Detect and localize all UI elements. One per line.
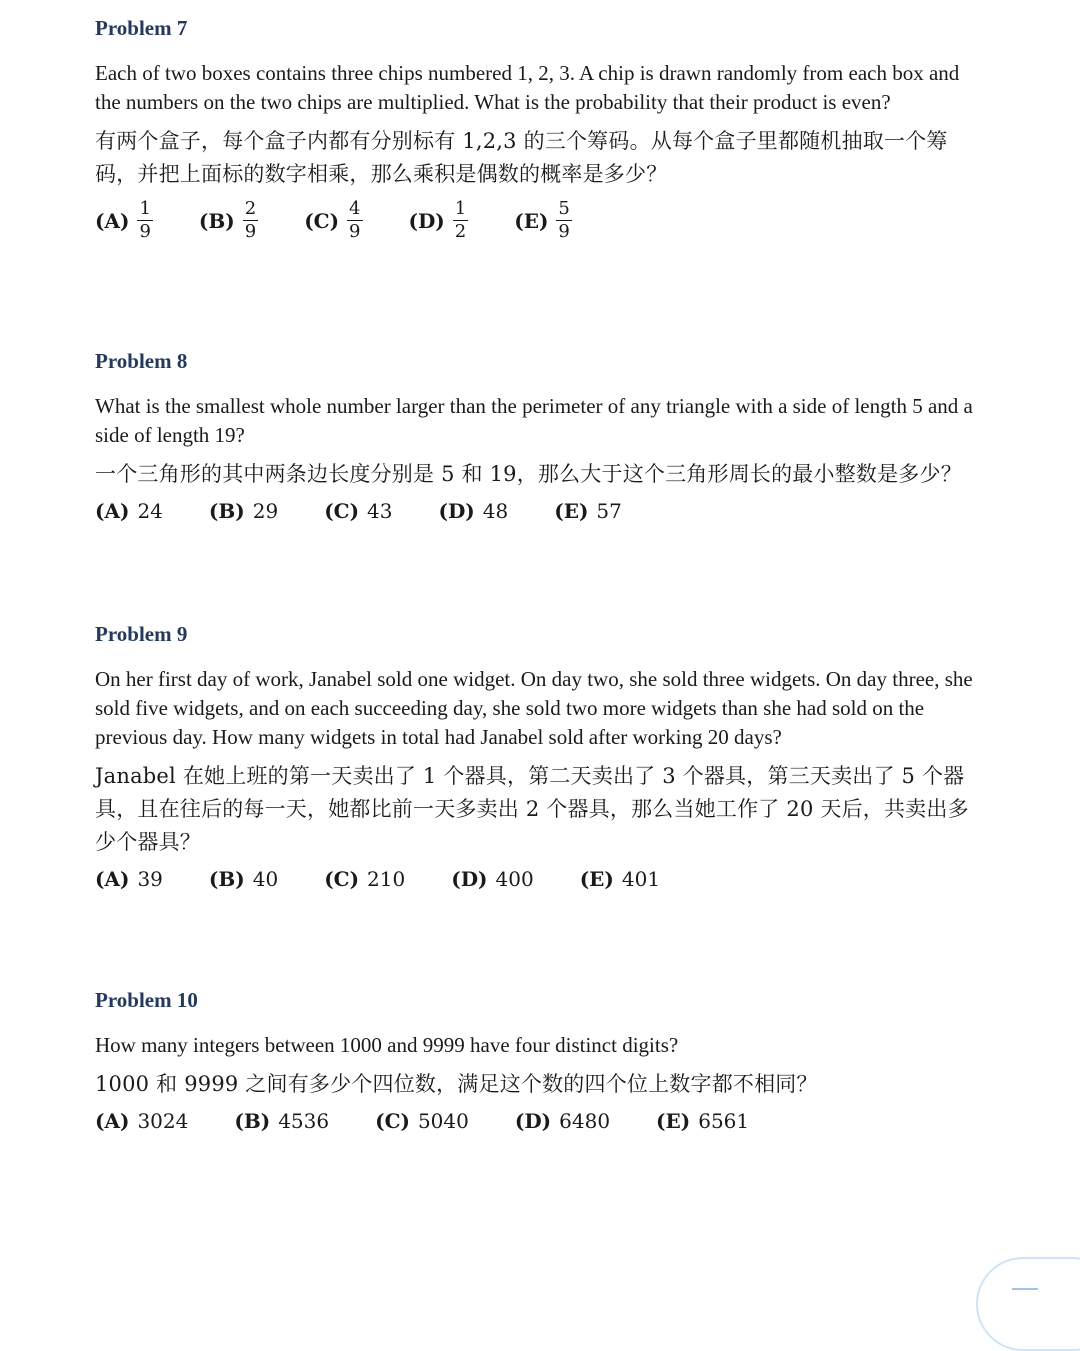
choice-value: 6480: [559, 1109, 611, 1133]
problem-text-english: Each of two boxes contains three chips numbered 1, 2, 3. A chip is drawn randomly from each box and the numbers on the two chips are multiplied. What is the probability that their product is even?: [95, 61, 960, 114]
numerator: 5: [558, 198, 570, 219]
choice-label: (E): [554, 499, 589, 523]
choice-a[interactable]: [95, 1109, 188, 1133]
choice-value: 400: [495, 867, 534, 891]
choice-e[interactable]: [656, 1109, 749, 1133]
choice-b[interactable]: [209, 499, 278, 523]
problem-text-chinese: Janabel 在她上班的第一天卖出了 1 个器具，第二天卖出了 3 个器具，第三天卖出了 5 个器具，且在往后的每一天，她都比前一天多卖出 2 个器具，那么当她工作了 20 天后，共卖出多少个器具？: [95, 764, 969, 854]
choice-label: (D): [408, 208, 445, 233]
choice-label: (A): [95, 499, 130, 523]
problem-text-english: What is the smallest whole number larger than the perimeter of any triangle with a side of length 5 and a side of length 19?: [95, 394, 973, 447]
answer-choices: [95, 499, 985, 523]
choice-label: (C): [375, 1109, 410, 1133]
problem-title: Problem 9: [95, 622, 188, 646]
choice-d[interactable]: [409, 199, 469, 242]
problem-title: Problem 7: [95, 16, 188, 40]
choice-a[interactable]: [95, 499, 163, 523]
choice-label: (B): [234, 1109, 271, 1133]
fraction: [243, 199, 258, 242]
choice-value: 210: [367, 867, 406, 891]
choice-label: (D): [451, 867, 488, 891]
choice-value: 4536: [278, 1109, 330, 1133]
numerator: 2: [244, 198, 257, 219]
choice-b[interactable]: [234, 1109, 329, 1133]
fraction: [453, 199, 468, 242]
choice-label: (A): [95, 1109, 130, 1133]
numerator: 1: [454, 198, 467, 219]
choice-value: 40: [252, 867, 279, 891]
choice-b[interactable]: [209, 867, 278, 891]
problem-text-chinese: 1000 和 9999 之间有多少个四位数，满足这个数的四个位上数字都不相同？: [95, 1072, 818, 1096]
problem-7: [95, 14, 985, 242]
choice-c[interactable]: [375, 1109, 469, 1133]
problem-text-english: How many integers between 1000 and 9999 have four distinct digits?: [95, 1033, 679, 1057]
choice-label: (C): [324, 499, 360, 523]
choice-value: 29: [252, 499, 279, 523]
denominator: 9: [244, 221, 257, 242]
choice-d[interactable]: [451, 867, 533, 891]
answer-choices: [95, 867, 985, 891]
choice-value: 3024: [137, 1109, 189, 1133]
problem-text-chinese: 有两个盒子，每个盒子内都有分别标有 1,2,3 的三个筹码。从每个盒子里都随机抽取一个筹码，并把上面标的数字相乘，那么乘积是偶数的概率是多少？: [95, 129, 948, 186]
choice-label: (E): [656, 1109, 691, 1133]
fraction: [556, 199, 571, 242]
denominator: 2: [454, 221, 467, 242]
choice-value: 57: [596, 499, 622, 523]
choice-c[interactable]: [304, 199, 362, 242]
choice-c[interactable]: [324, 867, 405, 891]
corner-line-icon: [1012, 1288, 1038, 1290]
choice-a[interactable]: [95, 199, 153, 242]
problem-text-english: On her first day of work, Janabel sold one widget. On day two, she sold three widgets. On day three, she sold five widgets, and on each succeeding day, she sold two more widgets than she had sold on the previous day. How many widgets in total had Janabel sold after working 20 days?: [95, 667, 973, 749]
problem-text-chinese: 一个三角形的其中两条边长度分别是 5 和 19，那么大于这个三角形周长的最小整数是多少？: [95, 462, 962, 486]
choice-label: (B): [208, 499, 245, 523]
choice-value: 401: [621, 867, 661, 891]
choice-value: 43: [367, 499, 393, 523]
choice-d[interactable]: [439, 499, 509, 523]
fraction: [347, 199, 362, 242]
problem-9: [95, 620, 985, 891]
choice-value: 39: [137, 867, 163, 891]
choice-label: (A): [95, 867, 130, 891]
choice-label: (D): [438, 499, 475, 523]
choice-a[interactable]: [95, 867, 163, 891]
choice-label: (B): [198, 208, 235, 233]
choice-e[interactable]: [514, 199, 572, 242]
choice-label: (C): [304, 208, 340, 233]
corner-decoration: [976, 1257, 1080, 1351]
choice-label: (D): [514, 1109, 552, 1133]
choice-label: (C): [324, 867, 360, 891]
denominator: 9: [558, 221, 570, 242]
denominator: 9: [349, 221, 361, 242]
answer-choices: [95, 1109, 985, 1133]
numerator: 1: [139, 198, 151, 219]
answer-choices: [95, 199, 985, 242]
fraction: [137, 199, 152, 242]
problem-title: Problem 10: [95, 988, 198, 1012]
problem-10: [95, 986, 985, 1133]
numerator: 4: [349, 198, 361, 219]
choice-label: (B): [208, 867, 245, 891]
choice-e[interactable]: [580, 867, 660, 891]
choice-value: 48: [482, 499, 509, 523]
choice-value: 24: [137, 499, 163, 523]
choice-e[interactable]: [554, 499, 622, 523]
choice-value: 5040: [417, 1109, 469, 1133]
choice-label: (E): [579, 867, 614, 891]
choice-b[interactable]: [199, 199, 258, 242]
choice-label: (E): [514, 208, 549, 233]
choice-label: (A): [95, 208, 130, 233]
choice-value: 6561: [698, 1109, 750, 1133]
problem-title: Problem 8: [95, 349, 188, 373]
choice-c[interactable]: [324, 499, 392, 523]
problem-8: [95, 347, 985, 523]
denominator: 9: [139, 221, 151, 242]
choice-d[interactable]: [515, 1109, 610, 1133]
